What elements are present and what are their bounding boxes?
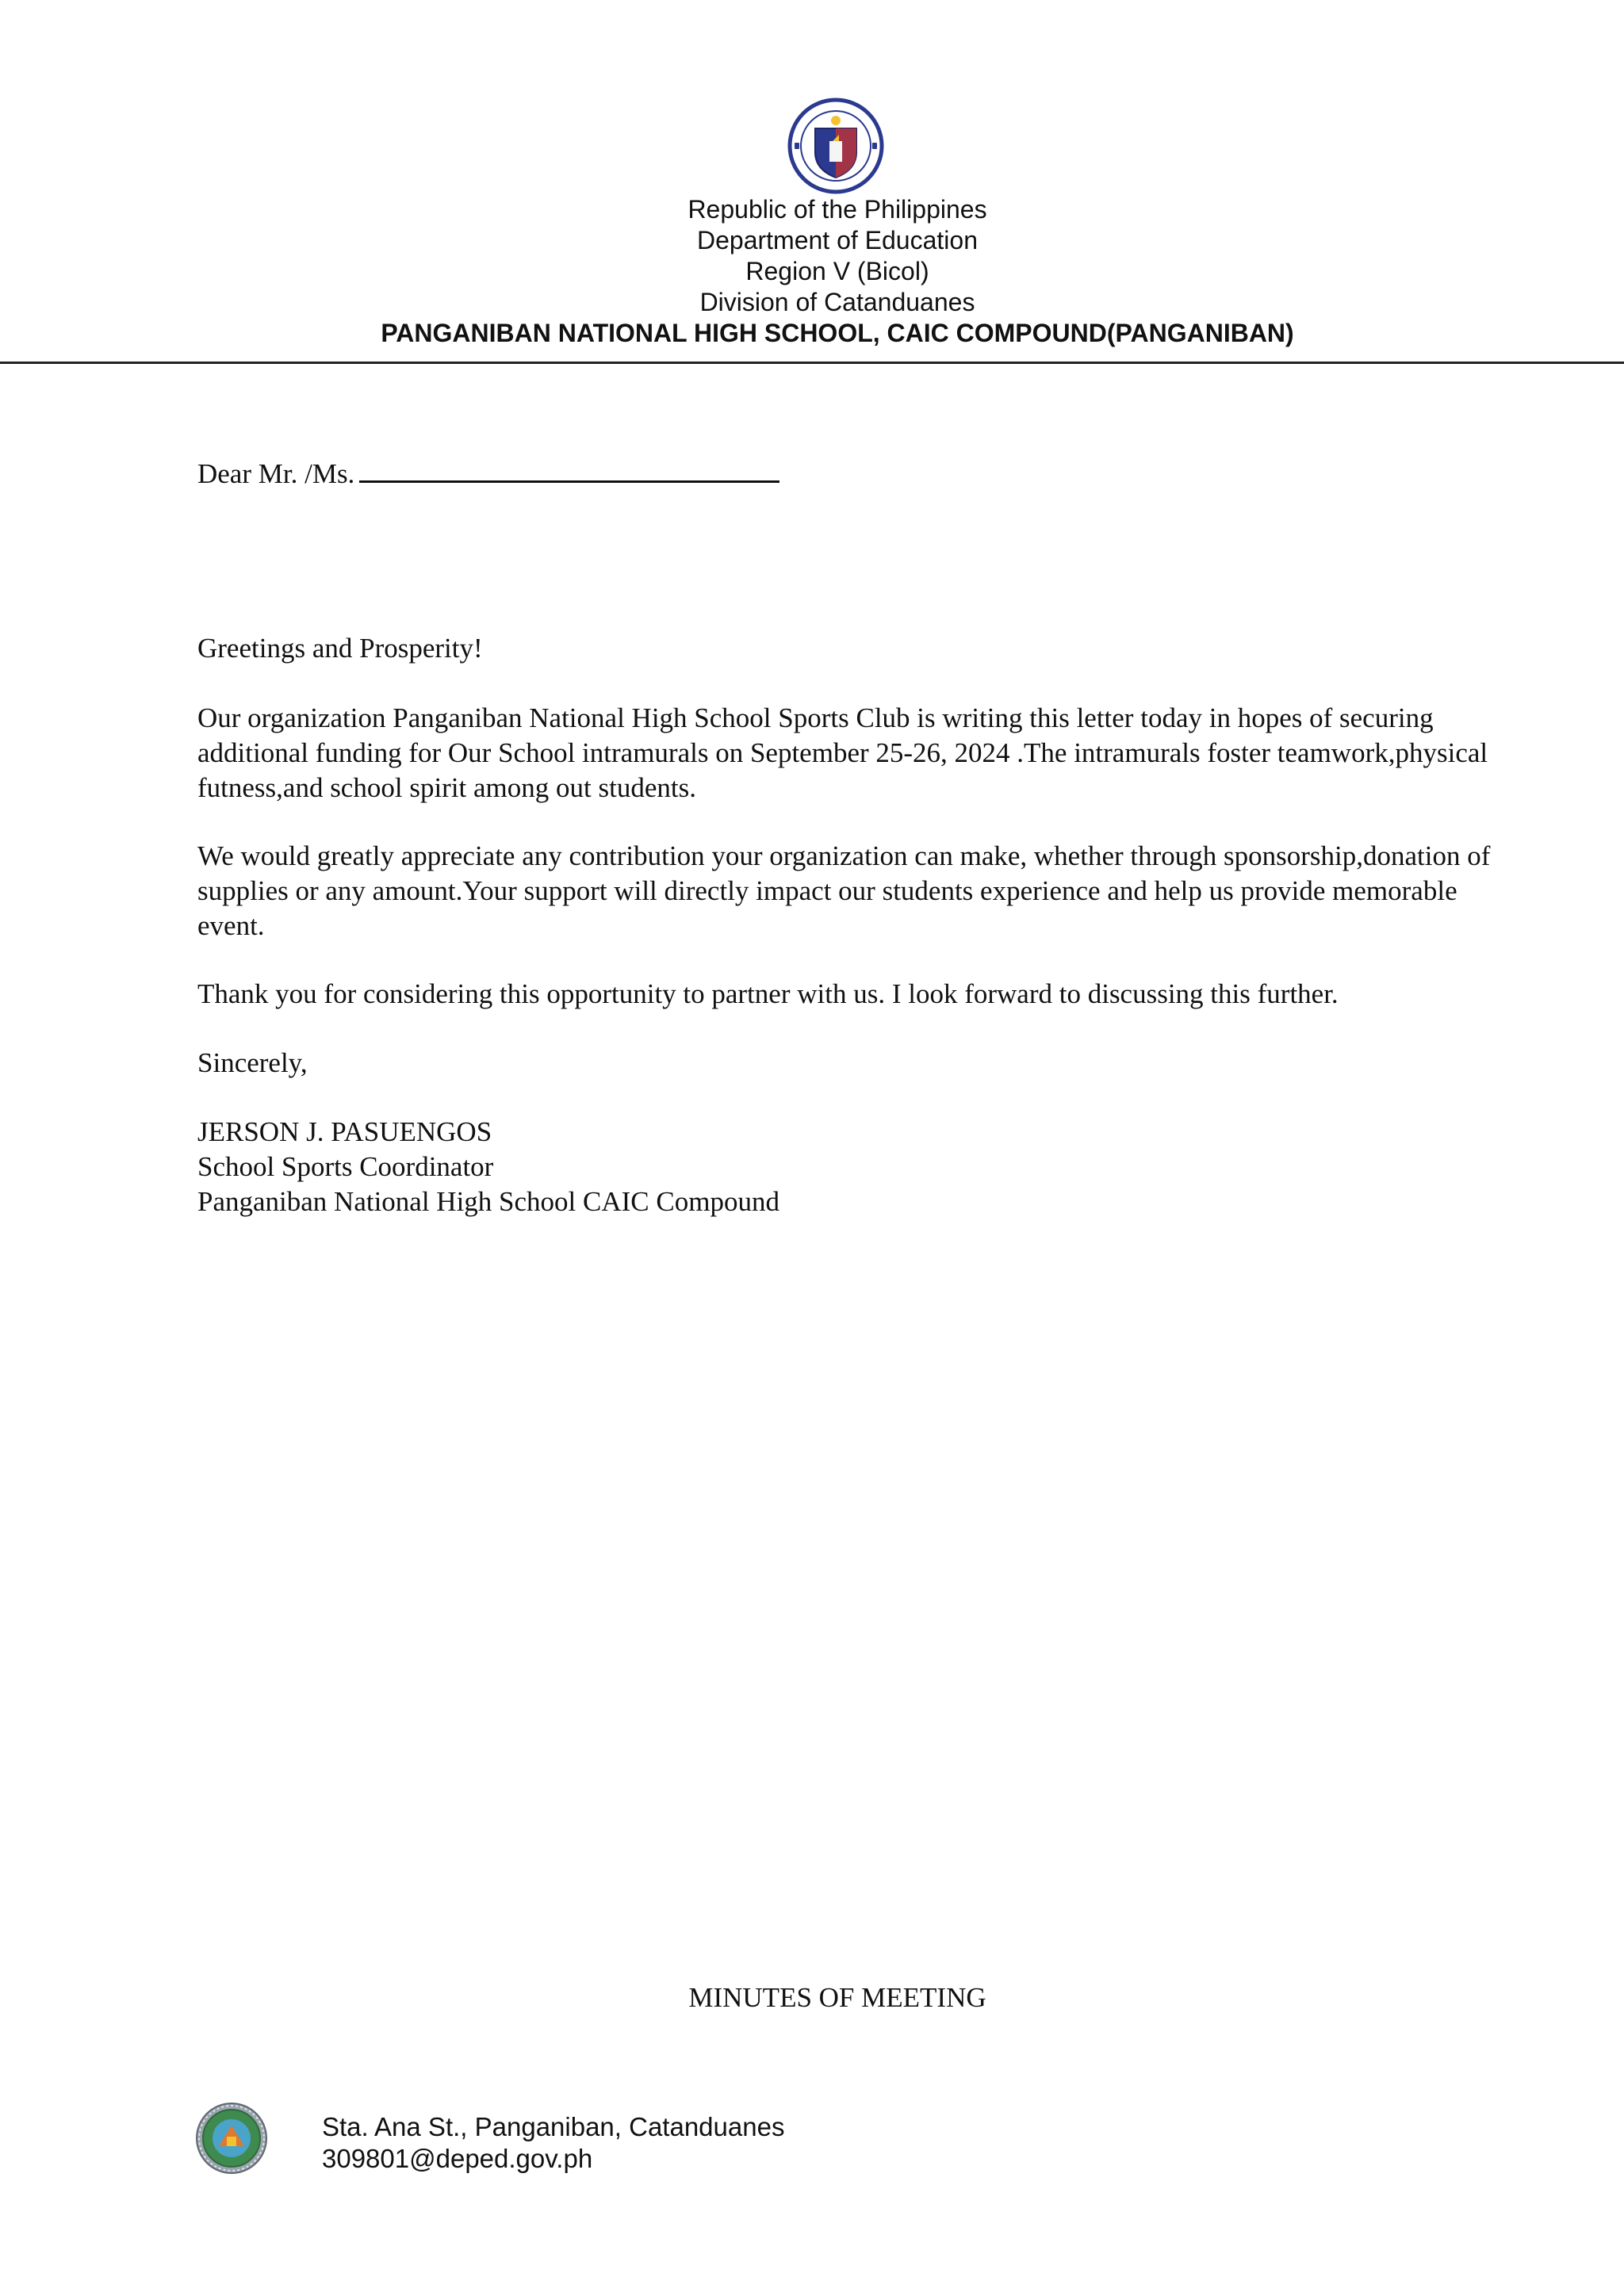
salutation: Dear Mr. /Ms. (197, 458, 355, 489)
greeting: Greetings and Prosperity! (197, 633, 483, 664)
header-divider (0, 362, 1624, 364)
recipient-blank-line (359, 457, 779, 483)
paragraph-2: We would greatly appreciate any contribution your organization can make, whether through sponsorship,donation of supplies or any amount.Your support will directly impact our students experience and help us provide memorable event. (197, 840, 1491, 941)
header-line-department: Department of Education (697, 226, 978, 254)
header-line-region: Region V (Bicol) (745, 257, 929, 285)
header-line-division: Division of Catanduanes (699, 288, 975, 316)
signer-school: Panganiban National High School CAIC Compound (197, 1186, 779, 1217)
signer-name: JERSON J. PASUENGOS (197, 1116, 492, 1147)
signer-title: School Sports Coordinator (197, 1151, 494, 1182)
header-school-name: PANGANIBAN NATIONAL HIGH SCHOOL, CAIC COMPOUND(PANGANIBAN) (381, 319, 1294, 347)
footer-email: 309801@deped.gov.ph (322, 2144, 593, 2173)
school-logo-icon (195, 2102, 268, 2175)
paragraph-1: Our organization Panganiban National High School Sports Club is writing this letter today in hopes of securing additional funding for Our School intramurals on September 25-26, 2024 .The intramurals foster teamwork,physical futness,and school spirit among out students. (197, 702, 1488, 803)
footer-address: Sta. Ana St., Panganiban, Catanduanes (322, 2112, 785, 2141)
header-line-republic: Republic of the Philippines (688, 195, 987, 224)
closing: Sincerely, (197, 1047, 308, 1078)
deped-seal-icon (787, 97, 885, 195)
signature-block (197, 1115, 1498, 1219)
footer-contact (322, 2111, 784, 2175)
minutes-title: MINUTES OF MEETING (688, 1982, 986, 2013)
letterhead (0, 194, 1624, 349)
salutation-line (197, 457, 1498, 492)
paragraph-3: Thank you for considering this opportunity to partner with us. I look forward to discussing this further. (197, 978, 1339, 1009)
